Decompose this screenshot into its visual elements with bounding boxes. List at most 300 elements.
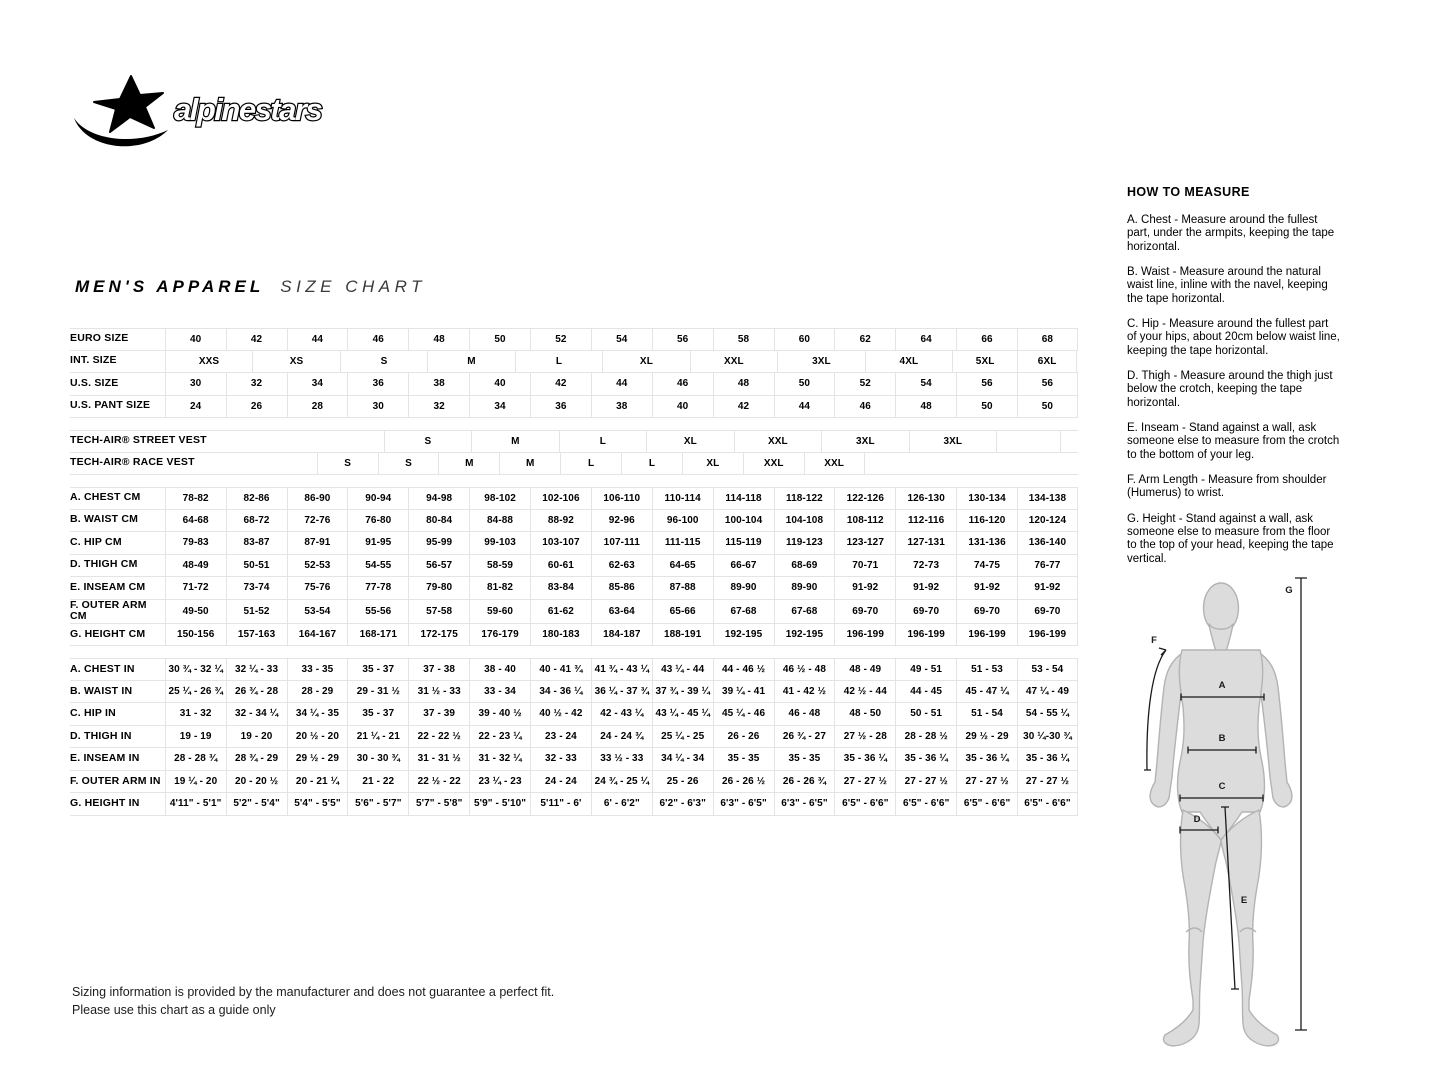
table-section-centimeters (70, 487, 1078, 646)
table-cell: 68 (1017, 329, 1078, 350)
table-row (70, 726, 1078, 749)
table-cell: 19 - 19 (165, 726, 226, 748)
row-label: C. HIP IN (70, 707, 116, 720)
table-cell: 30 - 30 ¾ (347, 748, 408, 770)
table-cell: 20 - 21 ¼ (287, 771, 348, 793)
table-cell: 48 (895, 396, 956, 418)
table-cell: 52 (834, 373, 895, 395)
table-cell: 56 (1017, 373, 1078, 395)
table-cell: 50 - 51 (895, 703, 956, 725)
table-cell: 64 (895, 329, 956, 350)
table-cell: 32 (408, 396, 469, 418)
table-cell: 44 (591, 373, 652, 395)
table-section-tech_air (70, 430, 1078, 475)
table-cell: 192-195 (774, 624, 835, 646)
table-cell: 41 ¾ - 43 ¼ (591, 659, 652, 680)
table-cell: 110-114 (652, 488, 713, 509)
table-cell: 94-98 (408, 488, 469, 509)
table-row (70, 487, 1078, 510)
table-cell: 123-127 (834, 532, 895, 554)
table-row (70, 532, 1078, 555)
table-cell: 196-199 (834, 624, 895, 646)
table-cell: 66-67 (713, 555, 774, 577)
table-cell: 28 ¾ - 29 (226, 748, 287, 770)
how-to-measure-heading: HOW TO MEASURE (1127, 185, 1250, 199)
table-cell: 35 - 36 ¼ (895, 748, 956, 770)
table-cell: 26 ¾ - 28 (226, 681, 287, 703)
table-cell: 26 - 26 ¾ (774, 771, 835, 793)
table-cell (996, 431, 1061, 452)
table-cell: 48 (408, 329, 469, 350)
table-cell: 68-72 (226, 510, 287, 532)
table-cell: 29 ½ - 29 (956, 726, 1017, 748)
table-cell: 126-130 (895, 488, 956, 509)
table-cell: 172-175 (408, 624, 469, 646)
measure-instruction-thigh: D. Thigh - Measure around the thigh just below the crotch, keeping the tape horizontal. (1127, 369, 1333, 409)
table-cell: 56-57 (408, 555, 469, 577)
row-label: U.S. SIZE (70, 376, 119, 389)
table-cell: 98-102 (469, 488, 530, 509)
label-d: D (1193, 814, 1201, 825)
table-cell: 168-171 (347, 624, 408, 646)
table-cell: 58 (713, 329, 774, 350)
table-cell: 53 - 54 (1017, 659, 1078, 680)
table-cell: 196-199 (956, 624, 1017, 646)
table-cell: 19 - 20 (226, 726, 287, 748)
table-cell: 34 ¼ - 35 (287, 703, 348, 725)
table-cell: 66 (956, 329, 1017, 350)
table-cell: 46 (652, 373, 713, 395)
table-cell: 33 - 34 (469, 681, 530, 703)
table-cell: 35 - 37 (347, 659, 408, 680)
body-silhouette (1150, 583, 1292, 1046)
table-cell: 25 ¼ - 25 (652, 726, 713, 748)
table-cell: 25 ¼ - 26 ¾ (165, 681, 226, 703)
table-cell: 91-92 (1017, 577, 1078, 599)
table-cell: 19 ¼ - 20 (165, 771, 226, 793)
table-cell: 57-58 (408, 600, 469, 623)
table-cell: 69-70 (834, 600, 895, 623)
table-cell: 6'5" - 6'6" (834, 793, 895, 815)
row-label: A. CHEST IN (70, 662, 135, 675)
table-cell: 62 (834, 329, 895, 350)
table-cell: 89-90 (774, 577, 835, 599)
table-cell: 20 - 20 ½ (226, 771, 287, 793)
table-cell: XXL (743, 453, 804, 475)
table-cell: 87-91 (287, 532, 348, 554)
table-cell: 84-88 (469, 510, 530, 532)
table-row (70, 703, 1078, 726)
table-cell: 184-187 (591, 624, 652, 646)
table-cell: 3XL (909, 431, 996, 452)
table-cell: 164-167 (287, 624, 348, 646)
table-cell: 48 - 49 (834, 659, 895, 680)
table-cell: 44 - 46 ½ (713, 659, 774, 680)
table-cell: 28 (287, 396, 348, 418)
row-label: B. WAIST IN (70, 684, 133, 697)
table-cell: 76-80 (347, 510, 408, 532)
table-cell: XXS (165, 351, 252, 373)
table-cell: 70-71 (834, 555, 895, 577)
table-cell: 5'2" - 5'4" (226, 793, 287, 815)
table-cell: 26 ¾ - 27 (774, 726, 835, 748)
row-label: E. INSEAM CM (70, 580, 146, 593)
table-cell: 20 ½ - 20 (287, 726, 348, 748)
table-row (70, 681, 1078, 704)
table-cell: S (378, 453, 439, 475)
table-cell: 108-112 (834, 510, 895, 532)
table-row (70, 577, 1078, 600)
table-cell: 53-54 (287, 600, 348, 623)
table-cell: 122-126 (834, 488, 895, 509)
table-cell: L (559, 431, 646, 452)
table-cell: 80-84 (408, 510, 469, 532)
logo-brand-text: alpinestars (174, 92, 322, 127)
table-cell: 29 ½ - 29 (287, 748, 348, 770)
table-cell: 3XL (777, 351, 864, 373)
table-cell: 6'2" - 6'3" (652, 793, 713, 815)
row-label: E. INSEAM IN (70, 752, 140, 765)
table-cell: 22 - 22 ½ (408, 726, 469, 748)
table-cell: 42 ½ - 44 (834, 681, 895, 703)
table-cell: 82-86 (226, 488, 287, 509)
row-label: EURO SIZE (70, 332, 129, 345)
measure-instruction-arm: F. Arm Length - Measure from shoulder (Humerus) to wrist. (1127, 473, 1327, 500)
table-cell: 39 - 40 ½ (469, 703, 530, 725)
table-cell: 6' - 6'2" (591, 793, 652, 815)
table-cell: 67-68 (713, 600, 774, 623)
row-label: D. THIGH IN (70, 729, 132, 742)
table-cell: 45 ¼ - 46 (713, 703, 774, 725)
table-cell: 35 - 37 (347, 703, 408, 725)
table-cell: 43 ¼ - 45 ¼ (652, 703, 713, 725)
table-cell: 91-92 (895, 577, 956, 599)
row-label: B. WAIST CM (70, 513, 139, 526)
table-cell: M (438, 453, 499, 475)
table-cell: 26 - 26 (713, 726, 774, 748)
table-cell: 23 - 24 (530, 726, 591, 748)
table-row (70, 771, 1078, 794)
table-cell: 73-74 (226, 577, 287, 599)
table-cell: 114-118 (713, 488, 774, 509)
table-cell: 27 - 27 ½ (895, 771, 956, 793)
table-cell: 81-82 (469, 577, 530, 599)
table-cell: 21 ¼ - 21 (347, 726, 408, 748)
label-e: E (1240, 895, 1248, 906)
size-table (70, 328, 1078, 828)
table-cell: 6XL (1017, 351, 1077, 373)
table-cell: 6'3" - 6'5" (774, 793, 835, 815)
table-cell: S (384, 431, 471, 452)
table-cell: 63-64 (591, 600, 652, 623)
table-cell: 99-103 (469, 532, 530, 554)
body-measurement-figure (1138, 572, 1314, 1058)
table-cell: 32 - 33 (530, 748, 591, 770)
table-cell: 28 - 28 ¾ (165, 748, 226, 770)
table-cell: 38 (408, 373, 469, 395)
page-title-sub: SIZE CHART (280, 277, 426, 296)
table-cell: 50 (956, 396, 1017, 418)
table-cell: 36 (347, 373, 408, 395)
table-cell: 76-77 (1017, 555, 1078, 577)
footer-disclaimer (72, 984, 554, 1019)
table-cell: S (340, 351, 427, 373)
table-cell: XL (682, 453, 743, 475)
disclaimer-line-2: Please use this chart as a guide only (72, 1002, 276, 1017)
table-cell: 27 - 27 ½ (1017, 771, 1078, 793)
table-cell: 34 (287, 373, 348, 395)
table-cell: 27 ½ - 28 (834, 726, 895, 748)
table-cell: S (317, 453, 378, 475)
measure-instruction-inseam: E. Inseam - Stand against a wall, ask someone else to measure from the crotch to the bottom of your leg. (1127, 421, 1340, 461)
table-cell: 85-86 (591, 577, 652, 599)
table-cell: XXL (804, 453, 865, 475)
table-cell: 90-94 (347, 488, 408, 509)
table-cell: 24 (165, 396, 226, 418)
table-cell: 31 - 32 (165, 703, 226, 725)
table-cell: 92-96 (591, 510, 652, 532)
table-cell: 46 (347, 329, 408, 350)
table-cell: 77-78 (347, 577, 408, 599)
table-cell: 50 (469, 329, 530, 350)
table-cell: 131-136 (956, 532, 1017, 554)
table-cell: 96-100 (652, 510, 713, 532)
row-label: F. OUTER ARM IN (70, 774, 161, 787)
table-cell: 118-122 (774, 488, 835, 509)
table-cell: 56 (956, 373, 1017, 395)
table-cell: L (621, 453, 682, 475)
table-cell: 30 ¼-30 ¾ (1017, 726, 1078, 748)
table-cell: 58-59 (469, 555, 530, 577)
table-cell: 4'11" - 5'1" (165, 793, 226, 815)
table-row (70, 793, 1078, 816)
table-cell: 33 ½ - 33 (591, 748, 652, 770)
table-cell: XXL (690, 351, 777, 373)
table-cell: 32 ¼ - 33 (226, 659, 287, 680)
table-cell: 106-110 (591, 488, 652, 509)
row-label: A. CHEST CM (70, 491, 141, 504)
table-cell: 52-53 (287, 555, 348, 577)
table-cell: 48 - 50 (834, 703, 895, 725)
label-c: C (1218, 781, 1226, 792)
label-g: G (1285, 585, 1293, 596)
table-cell: 74-75 (956, 555, 1017, 577)
table-cell: 32 (226, 373, 287, 395)
table-cell: M (427, 351, 514, 373)
table-cell: 6'3" - 6'5" (713, 793, 774, 815)
table-row (70, 624, 1078, 647)
table-cell: 65-66 (652, 600, 713, 623)
table-cell: 83-87 (226, 532, 287, 554)
table-cell: 37 ¾ - 39 ¼ (652, 681, 713, 703)
table-cell: 112-116 (895, 510, 956, 532)
table-cell: 29 - 31 ½ (347, 681, 408, 703)
table-cell: 52 (530, 329, 591, 350)
table-cell: 26 - 26 ½ (713, 771, 774, 793)
table-cell: 46 ½ - 48 (774, 659, 835, 680)
table-cell: 51-52 (226, 600, 287, 623)
table-cell: 180-183 (530, 624, 591, 646)
table-cell: 69-70 (1017, 600, 1078, 623)
table-cell: 86-90 (287, 488, 348, 509)
row-lead-spacer (195, 453, 317, 475)
height-line (1295, 578, 1307, 1030)
label-b: B (1218, 733, 1226, 744)
table-cell: 91-95 (347, 532, 408, 554)
table-cell: 38 - 40 (469, 659, 530, 680)
table-row (70, 351, 1078, 374)
table-cell: 35 - 36 ¼ (1017, 748, 1078, 770)
table-cell: 38 (591, 396, 652, 418)
table-cell: 27 - 27 ½ (834, 771, 895, 793)
table-cell: 39 ¼ - 41 (713, 681, 774, 703)
table-cell: 157-163 (226, 624, 287, 646)
table-row (70, 430, 1078, 453)
table-cell: 36 (530, 396, 591, 418)
table-cell: 40 (165, 329, 226, 350)
table-cell: 44 (287, 329, 348, 350)
table-cell: 28 - 28 ½ (895, 726, 956, 748)
table-cell: 150-156 (165, 624, 226, 646)
alpinestars-logo (68, 74, 330, 148)
table-cell: 5'9" - 5'10" (469, 793, 530, 815)
table-cell: 60 (774, 329, 835, 350)
table-cell: 116-120 (956, 510, 1017, 532)
table-cell: 41 - 42 ½ (774, 681, 835, 703)
table-cell: 6'5" - 6'6" (895, 793, 956, 815)
table-cell: 68-69 (774, 555, 835, 577)
table-cell: 64-65 (652, 555, 713, 577)
row-label: INT. SIZE (70, 354, 117, 367)
table-row (70, 510, 1078, 533)
table-cell: 196-199 (895, 624, 956, 646)
table-cell: 115-119 (713, 532, 774, 554)
table-cell: 45 - 47 ¼ (956, 681, 1017, 703)
table-cell: 83-84 (530, 577, 591, 599)
table-cell: 47 ¼ - 49 (1017, 681, 1078, 703)
label-f: F (1151, 635, 1157, 646)
table-cell: 61-62 (530, 600, 591, 623)
table-row (70, 748, 1078, 771)
disclaimer-line-1: Sizing information is provided by the manufacturer and does not guarantee a perfect fit. (72, 985, 555, 999)
table-cell: 87-88 (652, 577, 713, 599)
table-cell: 119-123 (774, 532, 835, 554)
table-cell: 5XL (952, 351, 1017, 373)
table-cell: M (499, 453, 560, 475)
table-section-inches (70, 658, 1078, 816)
table-cell: 95-99 (408, 532, 469, 554)
table-cell: 32 - 34 ¼ (226, 703, 287, 725)
table-cell: 64-68 (165, 510, 226, 532)
table-cell: 26 (226, 396, 287, 418)
alpinestars-star-icon (74, 76, 168, 146)
row-label: U.S. PANT SIZE (70, 399, 151, 412)
table-cell: 42 (530, 373, 591, 395)
table-cell: 104-108 (774, 510, 835, 532)
row-label: D. THIGH CM (70, 558, 138, 571)
table-cell: 24 - 24 ¾ (591, 726, 652, 748)
table-cell: 60-61 (530, 555, 591, 577)
table-cell: 22 ½ - 22 (408, 771, 469, 793)
table-cell: 49-50 (165, 600, 226, 623)
table-cell: 34 (469, 396, 530, 418)
table-cell: 88-92 (530, 510, 591, 532)
page-title-main: MEN'S APPAREL (75, 277, 265, 296)
table-cell: 130-134 (956, 488, 1017, 509)
table-cell: 44 (774, 396, 835, 418)
table-cell: 54 - 55 ¼ (1017, 703, 1078, 725)
table-cell: 30 (347, 396, 408, 418)
table-row (70, 453, 1078, 476)
table-cell: 31 - 31 ½ (408, 748, 469, 770)
table-cell: 34 ¼ - 34 (652, 748, 713, 770)
table-cell: 100-104 (713, 510, 774, 532)
table-cell: 192-195 (713, 624, 774, 646)
table-cell: 91-92 (834, 577, 895, 599)
table-cell: 6'5" - 6'6" (1017, 793, 1078, 815)
table-cell: 48 (713, 373, 774, 395)
table-cell: XL (646, 431, 733, 452)
table-cell: 127-131 (895, 532, 956, 554)
table-cell: 62-63 (591, 555, 652, 577)
table-cell: 5'4" - 5'5" (287, 793, 348, 815)
table-cell: 91-92 (956, 577, 1017, 599)
table-cell: 79-80 (408, 577, 469, 599)
table-cell: 69-70 (956, 600, 1017, 623)
table-cell: 69-70 (895, 600, 956, 623)
table-cell: 4XL (865, 351, 952, 373)
table-cell: 30 (165, 373, 226, 395)
table-cell: 36 ¼ - 37 ¾ (591, 681, 652, 703)
measure-instruction-height: G. Height - Stand against a wall, ask someone else to measure from the floor to the top of your head, keeping the tape vertical. (1127, 512, 1334, 565)
table-cell: 188-191 (652, 624, 713, 646)
row-label: G. HEIGHT CM (70, 627, 146, 640)
table-cell: 5'6" - 5'7" (347, 793, 408, 815)
table-cell: 35 - 36 ¼ (956, 748, 1017, 770)
how-to-measure-panel (1127, 185, 1340, 578)
table-section-sizes (70, 328, 1078, 418)
table-row (70, 373, 1078, 396)
table-cell: 40 ½ - 42 (530, 703, 591, 725)
table-cell: 54 (895, 373, 956, 395)
table-cell: 79-83 (165, 532, 226, 554)
table-cell: 3XL (821, 431, 908, 452)
table-cell: 59-60 (469, 600, 530, 623)
table-row (70, 328, 1078, 351)
table-cell: 42 (226, 329, 287, 350)
table-cell: 37 - 38 (408, 659, 469, 680)
table-cell: 50 (1017, 396, 1078, 418)
label-a: A (1218, 680, 1226, 691)
table-cell: 50 (774, 373, 835, 395)
row-lead-spacer (207, 431, 384, 452)
table-cell: 51 - 53 (956, 659, 1017, 680)
table-cell: 103-107 (530, 532, 591, 554)
measure-instruction-chest: A. Chest - Measure around the fullest part, under the armpits, keeping the tape horizontal. (1127, 214, 1335, 253)
table-cell: 46 - 48 (774, 703, 835, 725)
table-cell: 5'7" - 5'8" (408, 793, 469, 815)
table-cell: 102-106 (530, 488, 591, 509)
table-cell: 56 (652, 329, 713, 350)
table-cell: 35 - 35 (774, 748, 835, 770)
table-cell: 120-124 (1017, 510, 1078, 532)
row-label: TECH-AIR® STREET VEST (70, 434, 207, 447)
table-cell: 54 (591, 329, 652, 350)
table-cell: 134-138 (1017, 488, 1078, 509)
table-cell: 31 - 32 ¼ (469, 748, 530, 770)
measure-instruction-hip: C. Hip - Measure around the fullest part of your hips, about 20cm below waist line, keeping the tape horizontal. (1127, 317, 1340, 357)
table-cell: 5'11" - 6' (530, 793, 591, 815)
